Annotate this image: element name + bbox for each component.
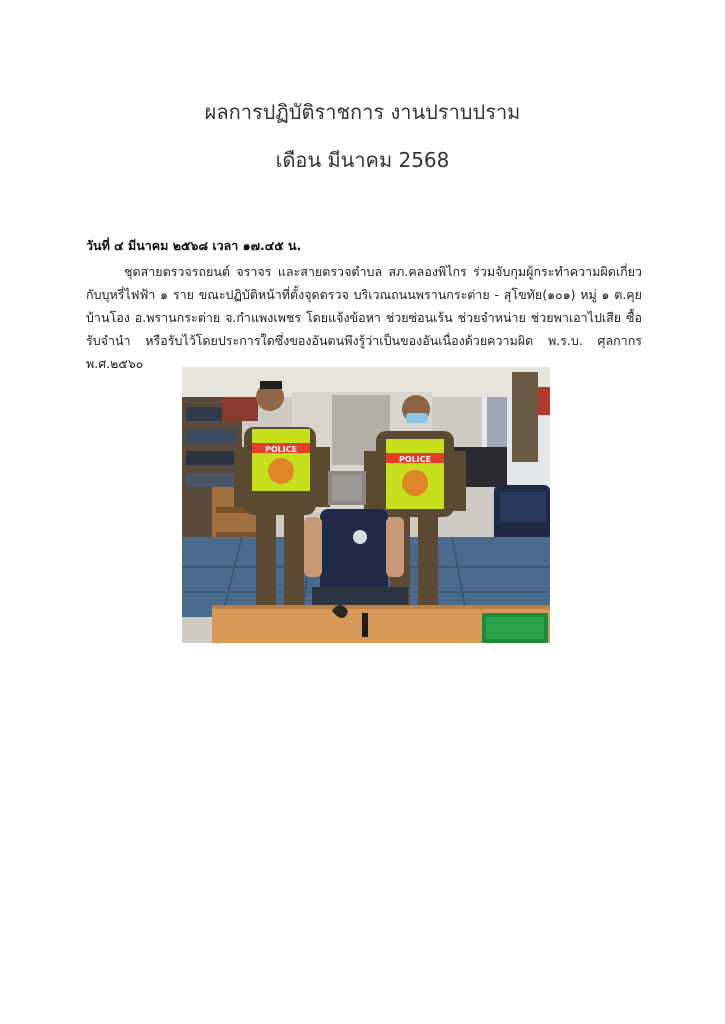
report-body	[86, 260, 642, 375]
vest-label-left: POLICE	[264, 445, 298, 454]
report-date: วันที่ ๔ มีนาคม ๒๕๖๘ เวลา ๑๗.๔๕ น.	[86, 238, 302, 253]
arrest-photo	[182, 367, 550, 643]
report-body-text: ชุดสายตรวจรถยนต์ จราจร และสายตรวจตำบล สภ.คลองพิไกร ร่วมจับกุมผู้กระทำความผิดเกี่ยวกับบุหรี่ไฟฟ้า ๑ ราย ขณะปฏิบัติหน้าที่ตั้งจุดตรวจ บริเวณถนนพรานกระต่าย - สุโขทัย(๑๐๑) หมู่ ๑ ต.คุยบ้านโอง อ.พรานกระต่าย จ.กำแพงเพชร โดยแจ้งข้อหา ช่วยซ่อนเร้น ช่วยจำหน่าย ช่วยพาเอาไปเสีย ซื้อ รับจำนำ หรือรับไว้โดยประการใดซึ่งของอันตนพึงรู้ว่าเป็นของอันเนื่องด้วยความผิด พ.ร.บ. ศุลกากร พ.ศ.๒๕๖๐	[86, 264, 642, 371]
document-subtitle: เดือน มีนาคม 2568	[275, 148, 450, 172]
document-title: ผลการปฏิบัติราชการ งานปราบปราม	[204, 100, 521, 124]
vest-label-right: POLICE	[398, 455, 432, 464]
